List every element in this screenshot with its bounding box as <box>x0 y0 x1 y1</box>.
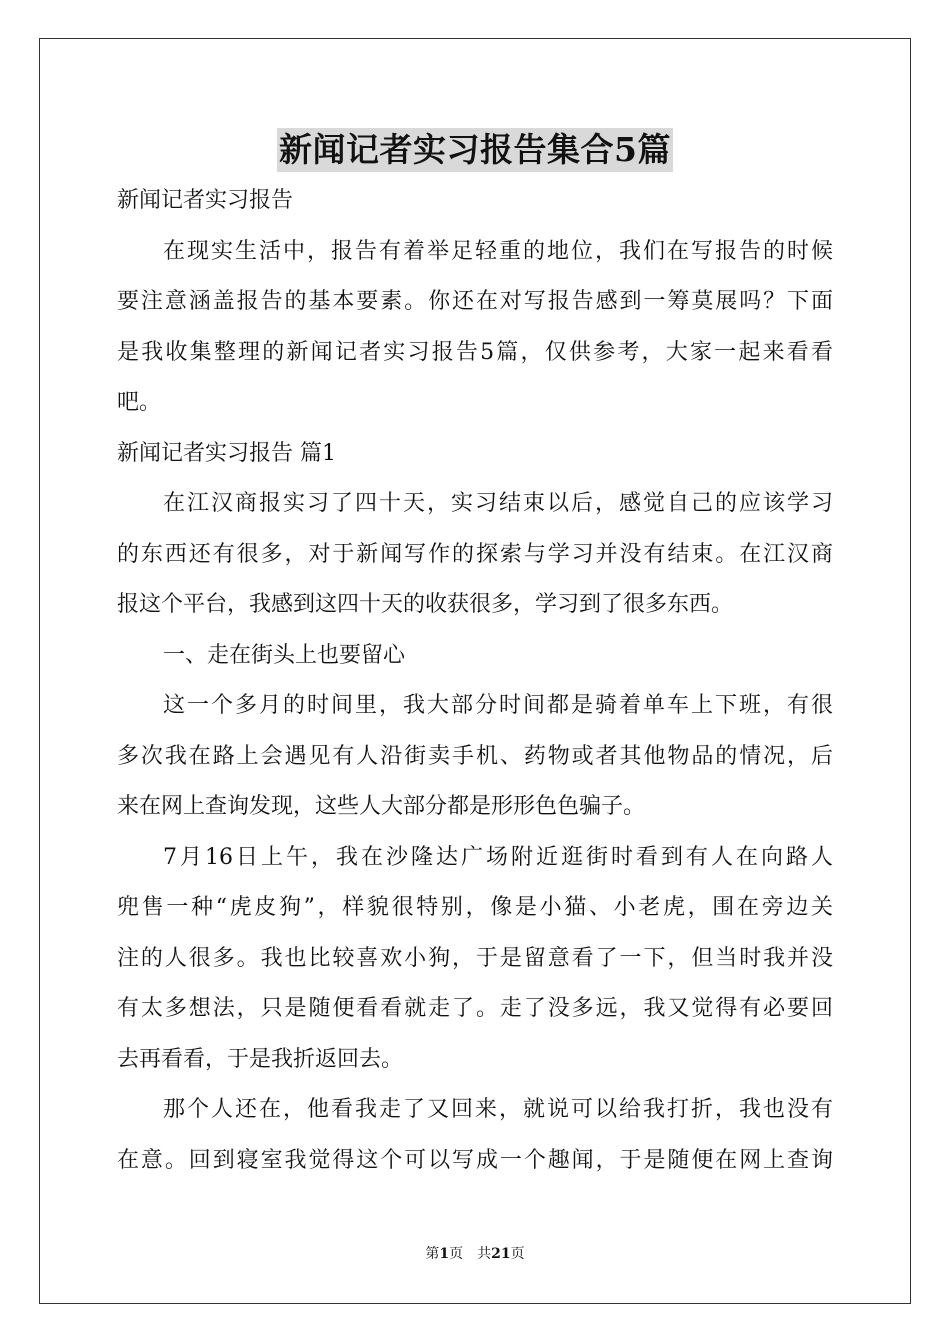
text-line: 新闻记者实习报告 篇1 <box>117 440 336 466</box>
footer-page-suffix: 页 <box>449 1246 464 1262</box>
text-line: 要注意涵盖报告的基本要素。你还在对写报告感到一筹莫展吗？下面 <box>117 289 833 314</box>
text-line: 报这个平台，我感到这四十天的收获很多，学习到了很多东西。 <box>117 592 734 617</box>
text-line: 在现实生活中，报告有着举足轻重的地位，我们在写报告的时候 <box>163 238 833 264</box>
text-line: 兜售一种“虎皮狗”，样貌很特别，像是小猫、小老虎，围在旁边关 <box>117 895 833 920</box>
text-line: 一、走在街头上也要留心 <box>163 642 406 668</box>
page-footer <box>0 1244 950 1264</box>
footer-page-number: 1 <box>439 1246 450 1262</box>
text-line: 吧。 <box>117 390 162 415</box>
footer-total-suffix: 页 <box>510 1246 525 1262</box>
text-line: 那个人还在，他看我走了又回来，就说可以给我打折，我也没有 <box>163 1097 833 1122</box>
document-body <box>117 176 833 1186</box>
text-line: 的东西还有很多，对于新闻写作的探索与学习并没有结束。在江汉商 <box>117 541 833 567</box>
text-line: 在意。回到寝室我觉得这个可以写成一个趣闻，于是随便在网上查询 <box>117 1147 833 1173</box>
text-line: 注的人很多。我也比较喜欢小狗，于是留意看了一下，但当时我并没 <box>117 945 833 971</box>
text-line: 在江汉商报实习了四十天，实习结束以后，感觉自己的应该学习 <box>163 491 833 516</box>
footer-page-prefix: 第 <box>425 1246 440 1262</box>
text-line: 这一个多月的时间里，我大部分时间都是骑着单车上下班，有很 <box>163 693 833 718</box>
text-line: 新闻记者实习报告 <box>117 188 294 213</box>
footer-total-number: 21 <box>491 1246 511 1262</box>
document-title-text: 新闻记者实习报告集合5篇 <box>277 128 673 172</box>
document-title <box>0 128 950 172</box>
text-line: 有太多想法，只是随便看看就走了。走了没多远，我又觉得有必要回 <box>117 996 833 1021</box>
text-line: 来在网上查询发现，这些人大部分都是形形色色骗子。 <box>117 794 646 819</box>
text-line: 是我收集整理的新闻记者实习报告5篇，仅供参考，大家一起来看看 <box>117 339 833 365</box>
text-line: 去再看看，于是我折返回去。 <box>117 1046 404 1072</box>
text-line: 7月16日上午，我在沙隆达广场附近逛街时看到有人在向路人 <box>163 844 833 870</box>
text-line: 多次我在路上会遇见有人沿街卖手机、药物或者其他物品的情况，后 <box>117 743 833 769</box>
footer-total-prefix: 共 <box>477 1246 492 1262</box>
